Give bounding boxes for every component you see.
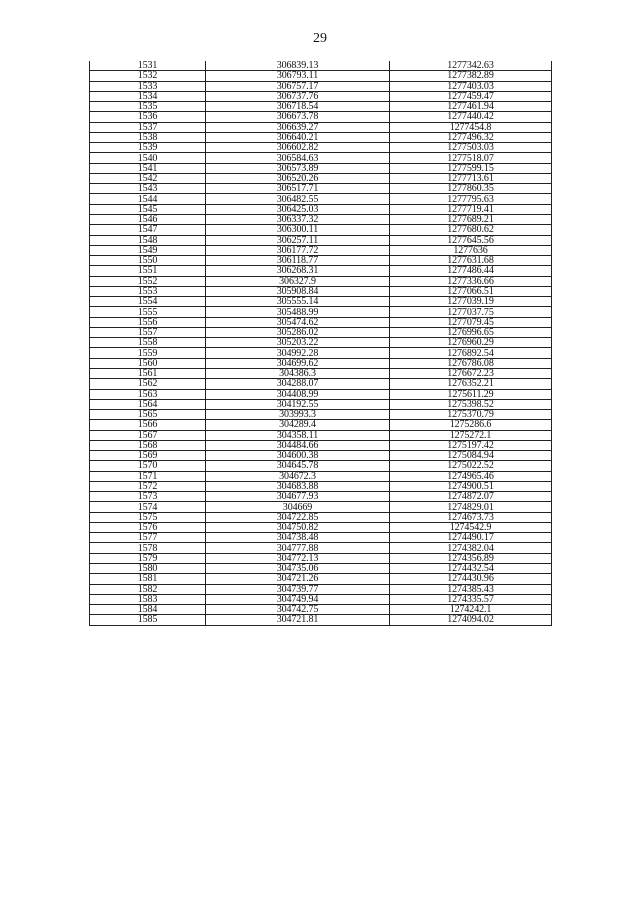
y-coordinate-cell: 1277719.41 [390,204,552,214]
y-coordinate-cell: 1276892.54 [390,348,552,358]
point-number-cell: 1556 [90,317,206,327]
table-row [90,430,552,440]
point-number-cell: 1565 [90,410,206,420]
x-coordinate-cell: 304742.75 [206,605,390,615]
y-coordinate-cell: 1277440.42 [390,112,552,122]
table-row [90,112,552,122]
y-coordinate-cell: 1277382.89 [390,71,552,81]
table-row [90,91,552,101]
y-coordinate-cell: 1275197.42 [390,440,552,450]
y-coordinate-cell: 1277037.75 [390,307,552,317]
x-coordinate-cell: 304645.78 [206,461,390,471]
x-coordinate-cell: 304683.88 [206,481,390,491]
y-coordinate-cell: 1277066.51 [390,286,552,296]
y-coordinate-cell: 1275611.29 [390,389,552,399]
point-number-cell: 1567 [90,430,206,440]
point-number-cell: 1578 [90,543,206,553]
x-coordinate-cell: 305908.84 [206,286,390,296]
y-coordinate-cell: 1276672.23 [390,368,552,378]
table-row [90,225,552,235]
x-coordinate-cell: 306482.55 [206,194,390,204]
x-coordinate-cell: 306639.27 [206,122,390,132]
point-number-cell: 1579 [90,553,206,563]
x-coordinate-cell: 306118.77 [206,256,390,266]
table-row [90,564,552,574]
table-row [90,153,552,163]
table-row [90,266,552,276]
point-number-cell: 1561 [90,368,206,378]
point-number-cell: 1563 [90,389,206,399]
x-coordinate-cell: 306257.11 [206,235,390,245]
y-coordinate-cell: 1274242.1 [390,605,552,615]
x-coordinate-cell: 306793.11 [206,71,390,81]
point-number-cell: 1577 [90,533,206,543]
table-row [90,297,552,307]
table-row [90,615,552,625]
point-number-cell: 1574 [90,502,206,512]
x-coordinate-cell: 304772.13 [206,553,390,563]
x-coordinate-cell: 306718.54 [206,102,390,112]
point-number-cell: 1575 [90,512,206,522]
point-number-cell: 1545 [90,204,206,214]
point-number-cell: 1568 [90,440,206,450]
point-number-cell: 1558 [90,338,206,348]
x-coordinate-cell: 304750.82 [206,522,390,532]
table-row [90,348,552,358]
x-coordinate-cell: 306300.11 [206,225,390,235]
x-coordinate-cell: 305203.22 [206,338,390,348]
point-number-cell: 1544 [90,194,206,204]
y-coordinate-cell: 1274094.02 [390,615,552,625]
y-coordinate-cell: 1274872.07 [390,492,552,502]
table-row [90,584,552,594]
y-coordinate-cell: 1274430.96 [390,574,552,584]
x-coordinate-cell: 304288.07 [206,379,390,389]
y-coordinate-cell: 1277496.32 [390,132,552,142]
table-row [90,502,552,512]
y-coordinate-cell: 1275022.52 [390,461,552,471]
table-row [90,368,552,378]
table-row [90,399,552,409]
table-row [90,143,552,153]
point-number-cell: 1576 [90,522,206,532]
table-row [90,420,552,430]
point-number-cell: 1546 [90,214,206,224]
page-number: 29 [313,31,327,46]
x-coordinate-cell: 304749.94 [206,594,390,604]
y-coordinate-cell: 1277680.62 [390,225,552,235]
table-row [90,461,552,471]
y-coordinate-cell: 1277503.03 [390,143,552,153]
table-row [90,184,552,194]
y-coordinate-cell: 1276786.08 [390,358,552,368]
x-coordinate-cell: 304738.48 [206,533,390,543]
x-coordinate-cell: 306337.32 [206,214,390,224]
table-row [90,574,552,584]
table-row [90,102,552,112]
x-coordinate-cell: 306640.21 [206,132,390,142]
point-number-cell: 1533 [90,81,206,91]
point-number-cell: 1542 [90,173,206,183]
point-number-cell: 1560 [90,358,206,368]
y-coordinate-cell: 1277459.47 [390,91,552,101]
x-coordinate-cell: 306573.89 [206,163,390,173]
table-row [90,358,552,368]
y-coordinate-cell: 1277689.21 [390,214,552,224]
point-number-cell: 1536 [90,112,206,122]
y-coordinate-cell: 1274432.54 [390,564,552,574]
point-number-cell: 1570 [90,461,206,471]
x-coordinate-cell: 306757.17 [206,81,390,91]
y-coordinate-cell: 1277039.19 [390,297,552,307]
x-coordinate-cell: 305474.62 [206,317,390,327]
point-number-cell: 1572 [90,481,206,491]
x-coordinate-cell: 306737.76 [206,91,390,101]
coordinates-table [89,61,552,626]
table-row [90,379,552,389]
x-coordinate-cell: 304735.06 [206,564,390,574]
table-row [90,235,552,245]
x-coordinate-cell: 303993.3 [206,410,390,420]
y-coordinate-cell: 1275084.94 [390,451,552,461]
x-coordinate-cell: 304739.77 [206,584,390,594]
y-coordinate-cell: 1277336.66 [390,276,552,286]
table-row [90,492,552,502]
x-coordinate-cell: 306839.13 [206,61,390,71]
point-number-cell: 1566 [90,420,206,430]
table-row [90,512,552,522]
point-number-cell: 1581 [90,574,206,584]
point-number-cell: 1559 [90,348,206,358]
table-row [90,256,552,266]
point-number-cell: 1552 [90,276,206,286]
x-coordinate-cell: 304408.99 [206,389,390,399]
table-row [90,522,552,532]
y-coordinate-cell: 1274335.57 [390,594,552,604]
x-coordinate-cell: 306673.78 [206,112,390,122]
point-number-cell: 1564 [90,399,206,409]
point-number-cell: 1543 [90,184,206,194]
point-number-cell: 1534 [90,91,206,101]
y-coordinate-cell: 1274965.46 [390,471,552,481]
y-coordinate-cell: 1274673.73 [390,512,552,522]
table-row [90,214,552,224]
x-coordinate-cell: 304484.66 [206,440,390,450]
y-coordinate-cell: 1274829.01 [390,502,552,512]
table-row [90,553,552,563]
y-coordinate-cell: 1275286.6 [390,420,552,430]
y-coordinate-cell: 1275272.1 [390,430,552,440]
y-coordinate-cell: 1274385.43 [390,584,552,594]
table-row [90,276,552,286]
y-coordinate-cell: 1275370.79 [390,410,552,420]
y-coordinate-cell: 1277486.44 [390,266,552,276]
table-row [90,286,552,296]
table-row [90,410,552,420]
table-row [90,122,552,132]
point-number-cell: 1551 [90,266,206,276]
x-coordinate-cell: 306425.03 [206,204,390,214]
point-number-cell: 1555 [90,307,206,317]
point-number-cell: 1571 [90,471,206,481]
point-number-cell: 1547 [90,225,206,235]
table-row [90,71,552,81]
y-coordinate-cell: 1277795.63 [390,194,552,204]
table-row [90,605,552,615]
y-coordinate-cell: 1277631.68 [390,256,552,266]
point-number-cell: 1541 [90,163,206,173]
table-row [90,451,552,461]
x-coordinate-cell: 306177.72 [206,245,390,255]
point-number-cell: 1554 [90,297,206,307]
x-coordinate-cell: 306327.9 [206,276,390,286]
y-coordinate-cell: 1277454.8 [390,122,552,132]
y-coordinate-cell: 1276352.21 [390,379,552,389]
x-coordinate-cell: 304289.4 [206,420,390,430]
point-number-cell: 1548 [90,235,206,245]
point-number-cell: 1553 [90,286,206,296]
x-coordinate-cell: 304192.55 [206,399,390,409]
table-row [90,61,552,71]
table-row [90,338,552,348]
table-row [90,245,552,255]
table-row [90,440,552,450]
x-coordinate-cell: 304722.85 [206,512,390,522]
x-coordinate-cell: 304699.62 [206,358,390,368]
table-row [90,173,552,183]
x-coordinate-cell: 304358.11 [206,430,390,440]
y-coordinate-cell: 1277860.35 [390,184,552,194]
y-coordinate-cell: 1274490.17 [390,533,552,543]
point-number-cell: 1580 [90,564,206,574]
point-number-cell: 1569 [90,451,206,461]
y-coordinate-cell: 1277079.45 [390,317,552,327]
x-coordinate-cell: 304992.28 [206,348,390,358]
x-coordinate-cell: 304669 [206,502,390,512]
table-row [90,204,552,214]
x-coordinate-cell: 304721.26 [206,574,390,584]
table-row [90,471,552,481]
y-coordinate-cell: 1276996.65 [390,327,552,337]
y-coordinate-cell: 1275398.52 [390,399,552,409]
point-number-cell: 1531 [90,61,206,71]
table-row [90,194,552,204]
table-row [90,533,552,543]
table-row [90,81,552,91]
x-coordinate-cell: 304600.38 [206,451,390,461]
x-coordinate-cell: 306517.71 [206,184,390,194]
table-row [90,594,552,604]
y-coordinate-cell: 1277518.07 [390,153,552,163]
point-number-cell: 1532 [90,71,206,81]
point-number-cell: 1539 [90,143,206,153]
point-number-cell: 1550 [90,256,206,266]
x-coordinate-cell: 306520.26 [206,173,390,183]
point-number-cell: 1583 [90,594,206,604]
y-coordinate-cell: 1274382.04 [390,543,552,553]
coordinates-table-body [90,61,552,625]
point-number-cell: 1535 [90,102,206,112]
y-coordinate-cell: 1277461.94 [390,102,552,112]
x-coordinate-cell: 305488.99 [206,307,390,317]
table-row [90,163,552,173]
point-number-cell: 1584 [90,605,206,615]
table-row [90,327,552,337]
point-number-cell: 1537 [90,122,206,132]
table-row [90,317,552,327]
x-coordinate-cell: 306268.31 [206,266,390,276]
table-row [90,481,552,491]
table-row [90,389,552,399]
table-row [90,132,552,142]
point-number-cell: 1538 [90,132,206,142]
point-number-cell: 1540 [90,153,206,163]
y-coordinate-cell: 1276960.29 [390,338,552,348]
table-row [90,307,552,317]
x-coordinate-cell: 304721.81 [206,615,390,625]
y-coordinate-cell: 1277599.15 [390,163,552,173]
point-number-cell: 1573 [90,492,206,502]
y-coordinate-cell: 1274900.51 [390,481,552,491]
x-coordinate-cell: 304777.88 [206,543,390,553]
x-coordinate-cell: 304672.3 [206,471,390,481]
point-number-cell: 1557 [90,327,206,337]
y-coordinate-cell: 1277713.61 [390,173,552,183]
y-coordinate-cell: 1277403.03 [390,81,552,91]
point-number-cell: 1549 [90,245,206,255]
y-coordinate-cell: 1274356.89 [390,553,552,563]
point-number-cell: 1582 [90,584,206,594]
y-coordinate-cell: 1277645.56 [390,235,552,245]
y-coordinate-cell: 1274542.9 [390,522,552,532]
table-row [90,543,552,553]
x-coordinate-cell: 306584.63 [206,153,390,163]
x-coordinate-cell: 304386.3 [206,368,390,378]
point-number-cell: 1562 [90,379,206,389]
x-coordinate-cell: 305286.02 [206,327,390,337]
y-coordinate-cell: 1277636 [390,245,552,255]
point-number-cell: 1585 [90,615,206,625]
y-coordinate-cell: 1277342.63 [390,61,552,71]
x-coordinate-cell: 305555.14 [206,297,390,307]
x-coordinate-cell: 306602.82 [206,143,390,153]
x-coordinate-cell: 304677.93 [206,492,390,502]
